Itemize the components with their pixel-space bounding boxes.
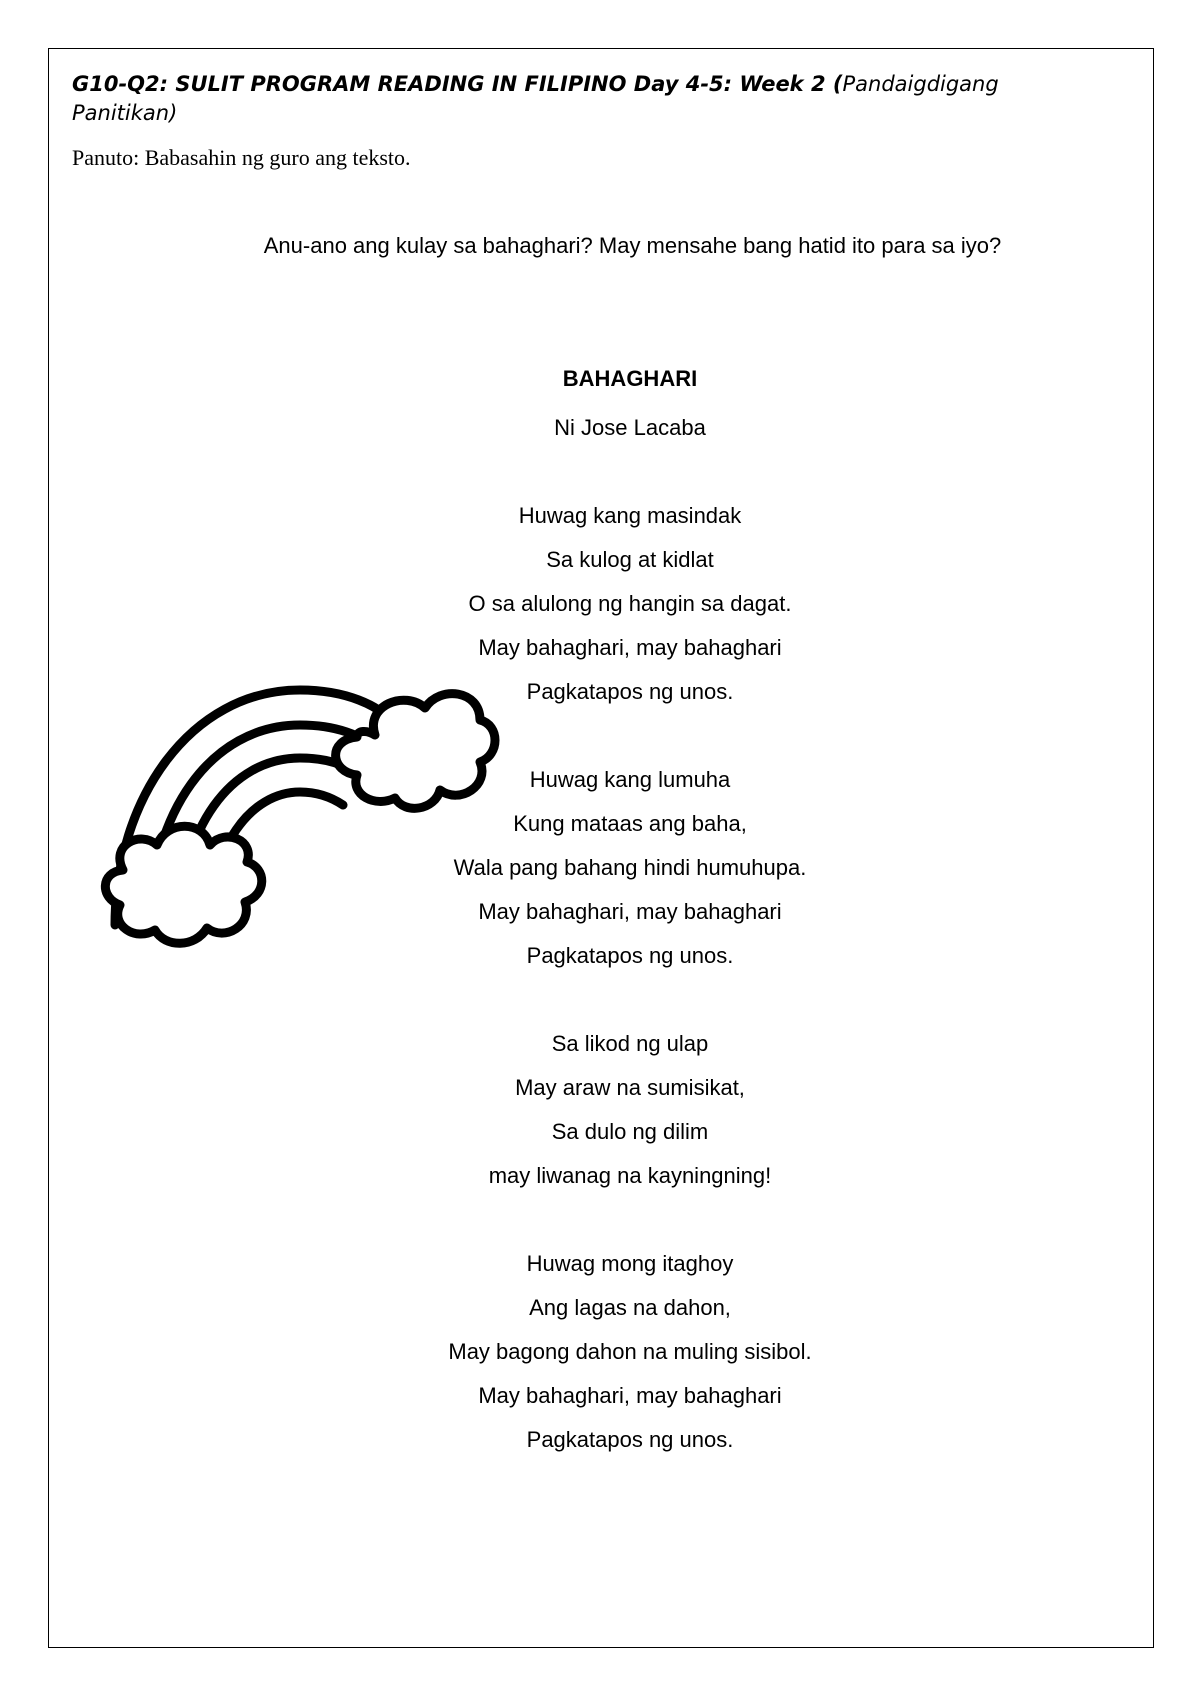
poem-line: Pagkatapos ng unos.	[526, 943, 734, 968]
poem-line: Huwag kang lumuha	[529, 767, 731, 792]
poem-line: Kung mataas ang baha,	[513, 811, 747, 836]
poem-line: May araw na sumisikat,	[515, 1075, 745, 1100]
poem-line: Sa likod ng ulap	[551, 1031, 709, 1056]
poem-line: O sa alulong ng hangin sa dagat.	[468, 591, 792, 616]
poem-line: Pagkatapos ng unos.	[526, 1427, 734, 1452]
poem-line: May bagong dahon na muling sisibol.	[448, 1339, 812, 1364]
poem-author: Ni Jose Lacaba	[554, 415, 706, 440]
poem-line: Sa dulo ng dilim	[551, 1119, 709, 1144]
poem-line: May bahaghari, may bahaghari	[478, 635, 782, 660]
poem-line: Pagkatapos ng unos.	[526, 679, 734, 704]
guide-question: Anu-ano ang kulay sa bahaghari? May mensahe bang hatid ito para sa iyo?	[263, 233, 1002, 258]
header-title-main: G10-Q2: SULIT PROGRAM READING IN FILIPINO Day 4-5: Week 2 (	[72, 72, 843, 96]
poem-line: Sa kulog at kidlat	[546, 547, 714, 572]
poem-line: Huwag mong itaghoy	[526, 1251, 734, 1276]
stanza-4	[430, 1242, 830, 1462]
poem-line: May bahaghari, may bahaghari	[478, 1383, 782, 1408]
instruction-text: Panuto: Babasahin ng guro ang teksto.	[72, 145, 411, 170]
header-title-subject: Pandaigdigang Panitikan)	[72, 72, 999, 125]
poem-line: Ang lagas na dahon,	[529, 1295, 731, 1320]
poem-line: Wala pang bahang hindi humuhupa.	[453, 855, 807, 880]
poem-title: BAHAGHARI	[562, 366, 698, 391]
worksheet-header	[72, 70, 1102, 128]
stanza-3	[430, 1022, 830, 1198]
poem-line: May bahaghari, may bahaghari	[478, 899, 782, 924]
rainbow-with-clouds-icon	[95, 680, 505, 1020]
poem-line: Huwag kang masindak	[518, 503, 742, 528]
poem-line: may liwanag na kayningning!	[488, 1163, 772, 1188]
